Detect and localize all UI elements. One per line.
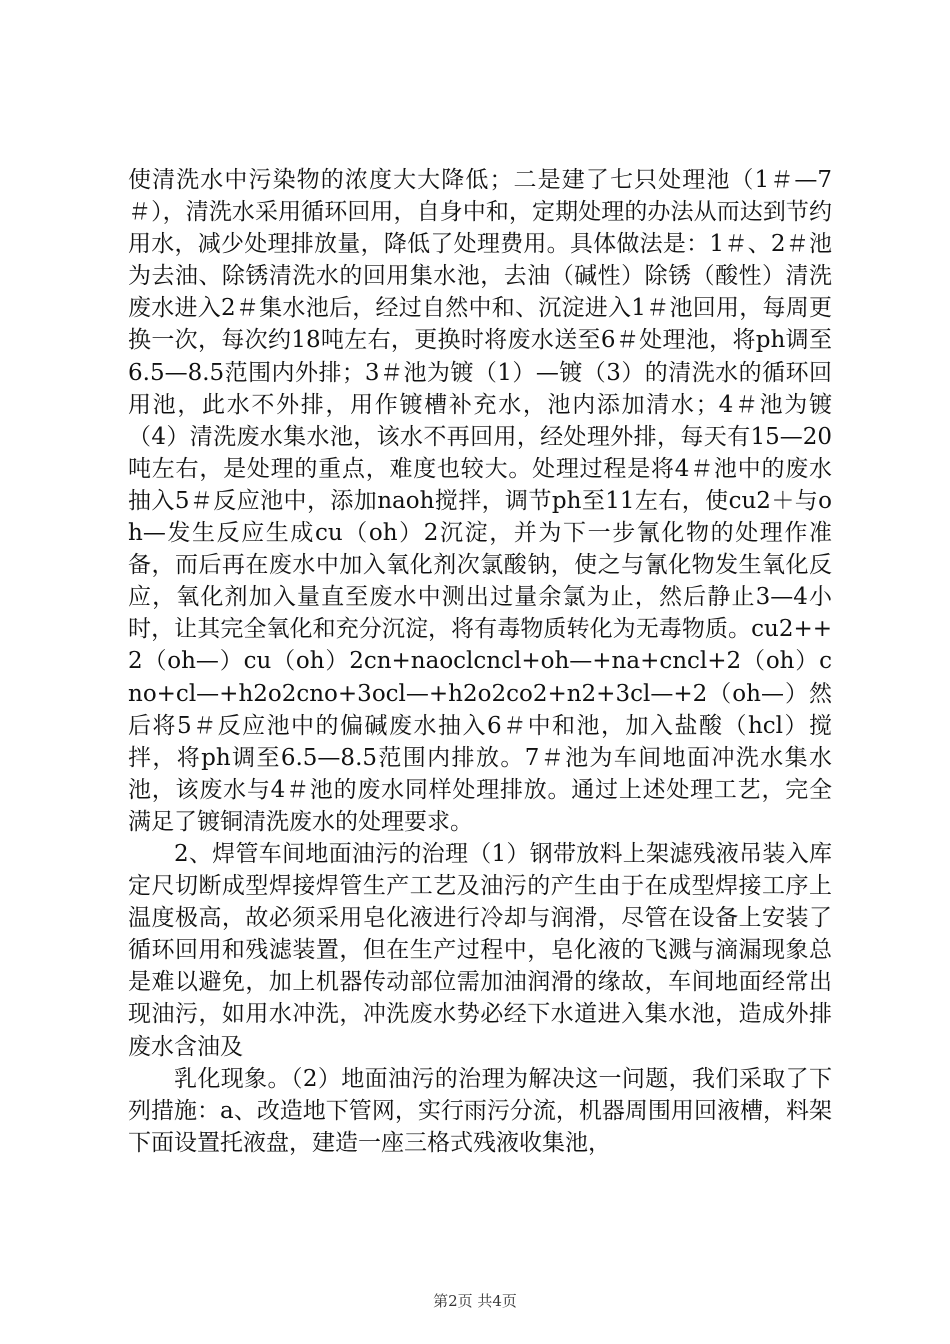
paragraph-oil-stain-measures: 乳化现象。（2）地面油污的治理为解决这一问题，我们采取了下列措施：a、改造地下管网，实行雨污分流，机器周围用回液槽，料架下面设置托液盘，建造一座三格式残液收集池，	[128, 1065, 832, 1156]
paragraph-oil-stain-control: 2、焊管车间地面油污的治理（1）钢带放料上架滤残液吊装入库定尺切断成型焊接焊管生产工艺及油污的产生由于在成型焊接工序上温度极高，故必须采用皂化液进行冷却与润滑，尽管在设备上安装了循环回用和残滤装置，但在生产过程中，皂化液的飞溅与滴漏现象总是难以避免，加上机器传动部位需加油润滑的缘故，车间地面经常出现油污，如用水冲洗，冲洗废水势必经下水道进入集水池，造成外排废水含油及	[128, 840, 832, 1060]
paragraph-wastewater-treatment: 使清洗水中污染物的浓度大大降低；二是建了七只处理池（1＃—7＃），清洗水采用循环回用，自身中和，定期处理的办法从而达到节约用水，减少处理排放量，降低了处理费用。具体做法是：1＃、2＃池为去油、除锈清洗水的回用集水池，去油（碱性）除锈（酸性）清洗废水进入2＃集水池后，经过自然中和、沉淀进入1＃池回用，每周更换一次，每次约18吨左右，更换时将废水送至6＃处理池，将ph调至6.5—8.5范围内外排；3＃池为镀（1）—镀（3）的清洗水的循环回用池，此水不外排，用作镀槽补充水，池内添加清水；4＃池为镀（4）清洗废水集水池，该水不再回用，经处理外排，每天有15—20吨左右，是处理的重点，难度也较大。处理过程是将4＃池中的废水抽入5＃反应池中，添加naoh搅拌，调节ph至11左右，使cu2＋与oh—发生反应生成cu（oh）2沉淀，并为下一步氰化物的处理作准备，而后再在废水中加入氧化剂次氯酸钠，使之与氰化物发生氧化反应，氧化剂加入量直至废水中测出过量余氯为止，然后静止3—4小时，让其完全氧化和充分沉淀，将有毒物质转化为无毒物质。cu2++2（oh—）cu（oh）2cn+naoclcncl+oh—+na+cncl+2（oh）cno+cl—+h2o2cno+3ocl—+h2o2co2+n2+3cl—+2（oh—）然后将5＃反应池中的偏碱废水抽入6＃中和池，加入盐酸（hcl）搅拌，将ph调至6.5—8.5范围内排放。7＃池为车间地面冲洗水集水池，该废水与4＃池的废水同样处理排放。通过上述处理工艺，完全满足了镀铜清洗废水的处理要求。	[128, 167, 832, 835]
document-body	[128, 164, 832, 1159]
page-number-footer: 第2页 共4页	[433, 1292, 517, 1310]
